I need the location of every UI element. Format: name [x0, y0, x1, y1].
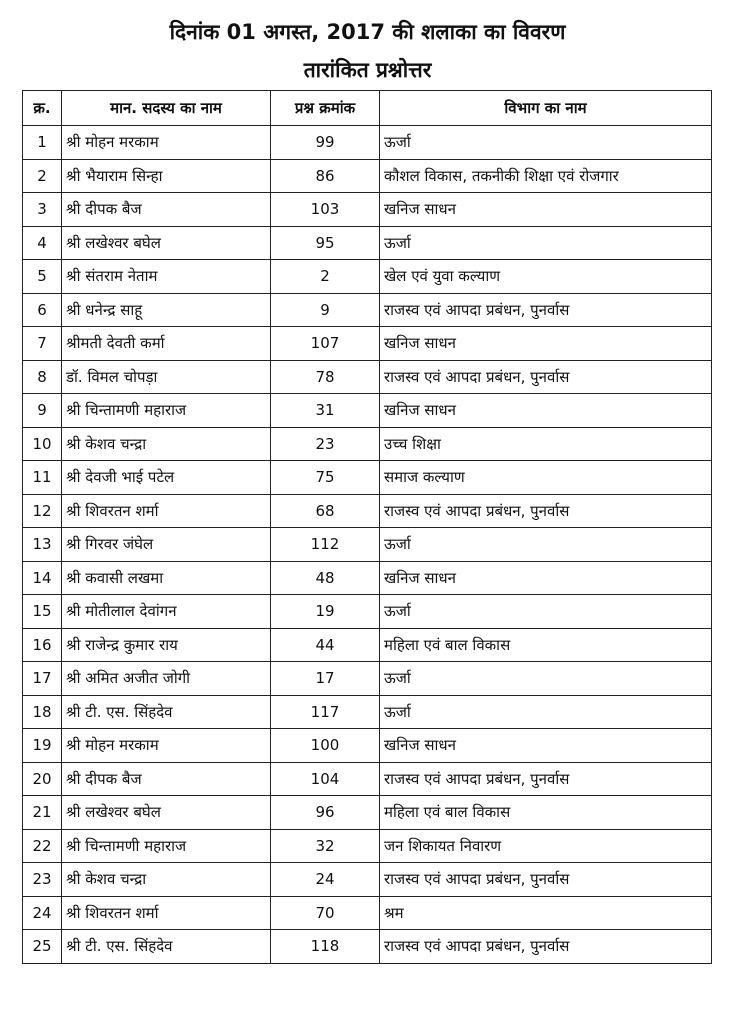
cell-member-name: डॉ. विमल चोपड़ा: [62, 360, 271, 394]
cell-department: राजस्व एवं आपदा प्रबंधन, पुनर्वास: [380, 360, 712, 394]
table-row: [23, 394, 712, 428]
cell-department: उच्च शिक्षा: [380, 427, 712, 461]
column-header-serial: क्र.: [23, 91, 62, 126]
cell-member-name: श्री चिन्तामणी महाराज: [62, 829, 271, 863]
cell-question-number: 107: [271, 327, 380, 361]
table-row: [23, 896, 712, 930]
cell-serial: 5: [23, 260, 62, 294]
cell-serial: 10: [23, 427, 62, 461]
table-row: [23, 193, 712, 227]
table-row: [23, 126, 712, 160]
cell-member-name: श्री भैयाराम सिन्हा: [62, 159, 271, 193]
cell-question-number: 117: [271, 695, 380, 729]
cell-member-name: श्रीमती देवती कर्मा: [62, 327, 271, 361]
cell-department: श्रम: [380, 896, 712, 930]
cell-serial: 22: [23, 829, 62, 863]
cell-serial: 23: [23, 863, 62, 897]
cell-department: महिला एवं बाल विकास: [380, 628, 712, 662]
table-row: [23, 494, 712, 528]
cell-department: खनिज साधन: [380, 729, 712, 763]
cell-member-name: श्री लखेश्वर बघेल: [62, 226, 271, 260]
cell-department: खनिज साधन: [380, 193, 712, 227]
table-row: [23, 595, 712, 629]
table-row: [23, 427, 712, 461]
cell-department: खनिज साधन: [380, 327, 712, 361]
cell-member-name: श्री शिवरतन शर्मा: [62, 494, 271, 528]
cell-department: महिला एवं बाल विकास: [380, 796, 712, 830]
cell-member-name: श्री केशव चन्द्रा: [62, 863, 271, 897]
cell-department: ऊर्जा: [380, 528, 712, 562]
cell-question-number: 23: [271, 427, 380, 461]
cell-department: राजस्व एवं आपदा प्रबंधन, पुनर्वास: [380, 930, 712, 964]
table-row: [23, 796, 712, 830]
cell-question-number: 31: [271, 394, 380, 428]
table-row: [23, 293, 712, 327]
cell-question-number: 86: [271, 159, 380, 193]
cell-serial: 8: [23, 360, 62, 394]
cell-serial: 25: [23, 930, 62, 964]
table-header-row: [23, 91, 712, 126]
cell-serial: 20: [23, 762, 62, 796]
cell-department: ऊर्जा: [380, 595, 712, 629]
cell-member-name: श्री केशव चन्द्रा: [62, 427, 271, 461]
cell-serial: 18: [23, 695, 62, 729]
cell-department: जन शिकायत निवारण: [380, 829, 712, 863]
cell-department: राजस्व एवं आपदा प्रबंधन, पुनर्वास: [380, 494, 712, 528]
cell-department: राजस्व एवं आपदा प्रबंधन, पुनर्वास: [380, 293, 712, 327]
cell-member-name: श्री टी. एस. सिंहदेव: [62, 695, 271, 729]
cell-question-number: 78: [271, 360, 380, 394]
cell-serial: 4: [23, 226, 62, 260]
cell-question-number: 96: [271, 796, 380, 830]
cell-question-number: 9: [271, 293, 380, 327]
cell-question-number: 44: [271, 628, 380, 662]
cell-department: ऊर्जा: [380, 695, 712, 729]
table-row: [23, 863, 712, 897]
table-row: [23, 226, 712, 260]
cell-question-number: 68: [271, 494, 380, 528]
cell-serial: 2: [23, 159, 62, 193]
cell-question-number: 32: [271, 829, 380, 863]
table-row: [23, 360, 712, 394]
question-table: [22, 90, 712, 964]
cell-serial: 3: [23, 193, 62, 227]
cell-member-name: श्री गिरवर जंघेल: [62, 528, 271, 562]
table-row: [23, 260, 712, 294]
table-row: [23, 762, 712, 796]
cell-serial: 13: [23, 528, 62, 562]
cell-question-number: 100: [271, 729, 380, 763]
cell-serial: 19: [23, 729, 62, 763]
cell-question-number: 112: [271, 528, 380, 562]
cell-department: खनिज साधन: [380, 561, 712, 595]
cell-question-number: 118: [271, 930, 380, 964]
cell-question-number: 2: [271, 260, 380, 294]
cell-member-name: श्री दीपक बैज: [62, 193, 271, 227]
table-row: [23, 528, 712, 562]
cell-serial: 9: [23, 394, 62, 428]
cell-department: खनिज साधन: [380, 394, 712, 428]
cell-member-name: श्री संतराम नेताम: [62, 260, 271, 294]
column-header-question-number: प्रश्न क्रमांक: [271, 91, 380, 126]
cell-member-name: श्री मोहन मरकाम: [62, 126, 271, 160]
cell-question-number: 70: [271, 896, 380, 930]
cell-member-name: श्री मोतीलाल देवांगन: [62, 595, 271, 629]
cell-serial: 1: [23, 126, 62, 160]
table-row: [23, 695, 712, 729]
table-row: [23, 327, 712, 361]
cell-serial: 14: [23, 561, 62, 595]
table-row: [23, 561, 712, 595]
cell-member-name: श्री धनेन्द्र साहू: [62, 293, 271, 327]
cell-member-name: श्री चिन्तामणी महाराज: [62, 394, 271, 428]
cell-serial: 17: [23, 662, 62, 696]
table-row: [23, 662, 712, 696]
cell-serial: 11: [23, 461, 62, 495]
cell-question-number: 103: [271, 193, 380, 227]
cell-department: ऊर्जा: [380, 662, 712, 696]
cell-department: राजस्व एवं आपदा प्रबंधन, पुनर्वास: [380, 863, 712, 897]
cell-question-number: 24: [271, 863, 380, 897]
cell-member-name: श्री अमित अजीत जोगी: [62, 662, 271, 696]
cell-serial: 12: [23, 494, 62, 528]
cell-member-name: श्री देवजी भाई पटेल: [62, 461, 271, 495]
cell-department: राजस्व एवं आपदा प्रबंधन, पुनर्वास: [380, 762, 712, 796]
cell-question-number: 17: [271, 662, 380, 696]
cell-serial: 21: [23, 796, 62, 830]
cell-serial: 24: [23, 896, 62, 930]
cell-member-name: श्री दीपक बैज: [62, 762, 271, 796]
table-row: [23, 628, 712, 662]
cell-department: समाज कल्याण: [380, 461, 712, 495]
table-row: [23, 159, 712, 193]
cell-question-number: 95: [271, 226, 380, 260]
cell-question-number: 99: [271, 126, 380, 160]
page-title: दिनांक 01 अगस्त, 2017 की शलाका का विवरण: [169, 20, 566, 44]
table-row: [23, 729, 712, 763]
cell-serial: 6: [23, 293, 62, 327]
cell-member-name: श्री शिवरतन शर्मा: [62, 896, 271, 930]
cell-question-number: 19: [271, 595, 380, 629]
cell-question-number: 48: [271, 561, 380, 595]
column-header-member-name: मान. सदस्य का नाम: [62, 91, 271, 126]
cell-member-name: श्री राजेन्द्र कुमार राय: [62, 628, 271, 662]
cell-department: खेल एवं युवा कल्याण: [380, 260, 712, 294]
cell-department: ऊर्जा: [380, 226, 712, 260]
cell-question-number: 75: [271, 461, 380, 495]
cell-serial: 7: [23, 327, 62, 361]
table-body: [23, 126, 712, 964]
cell-member-name: श्री कवासी लखमा: [62, 561, 271, 595]
cell-department: ऊर्जा: [380, 126, 712, 160]
cell-department: कौशल विकास, तकनीकी शिक्षा एवं रोजगार: [380, 159, 712, 193]
table-row: [23, 461, 712, 495]
page-subtitle: तारांकित प्रश्नोत्तर: [303, 58, 432, 82]
table-row: [23, 930, 712, 964]
table-row: [23, 829, 712, 863]
column-header-department: विभाग का नाम: [380, 91, 712, 126]
cell-member-name: श्री मोहन मरकाम: [62, 729, 271, 763]
cell-serial: 15: [23, 595, 62, 629]
cell-question-number: 104: [271, 762, 380, 796]
cell-serial: 16: [23, 628, 62, 662]
cell-member-name: श्री लखेश्वर बघेल: [62, 796, 271, 830]
cell-member-name: श्री टी. एस. सिंहदेव: [62, 930, 271, 964]
